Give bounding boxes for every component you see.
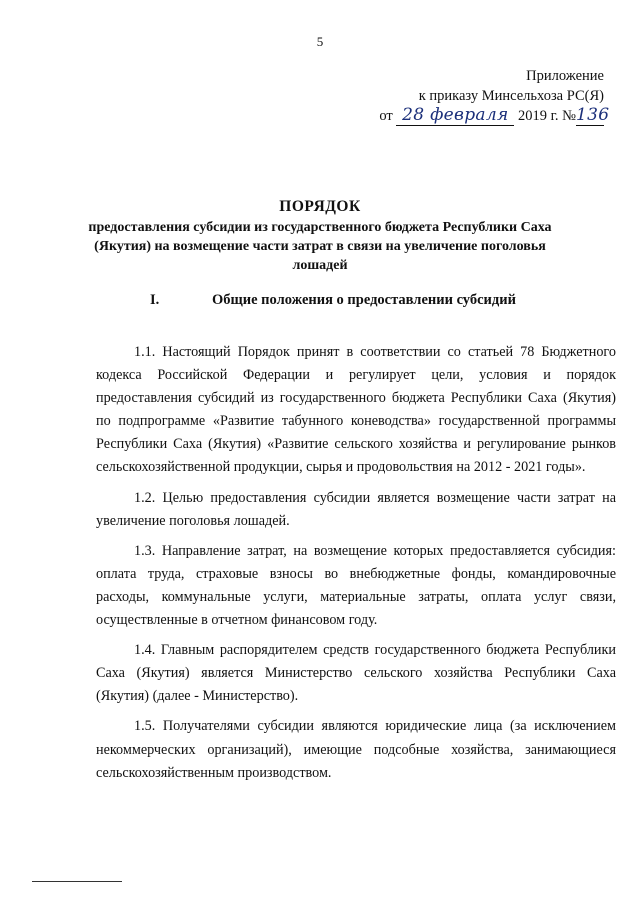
appendix-order-ref: к приказу Минсельхоза РС(Я) — [418, 88, 604, 104]
date-prefix: от — [379, 108, 393, 124]
paragraph: 1.1. Настоящий Порядок принят в соответствии со статьей 78 Бюджетного кодекса Российской Федерации и регулирует цели, условия и порядок предоставления субсидий из государственного бюджета Республики Саха (Якутия) по подпрограмме «Развитие табунного коневодства» государственной программы Республики Саха (Якутия) «Развитие сельского хозяйства и регулирование рынков сельскохозяйственной продукции, сырья и продовольствия на 2012 - 2021 годы». — [96, 344, 616, 476]
handwritten-date: 28 февраля — [402, 105, 509, 125]
handwritten-number: 136 — [576, 105, 610, 125]
footnote-divider — [32, 881, 122, 882]
document-subtitle: предоставления субсидии из государственного бюджета Республики Саха (Якутия) на возмещение части затрат в связи на увеличение поголовья лошадей — [88, 220, 552, 273]
section-title: Общие положения о предоставлении субсидий — [212, 292, 516, 308]
document-title: ПОРЯДОК — [279, 198, 361, 215]
date-blank — [396, 105, 514, 126]
page-number: 5 — [316, 34, 324, 49]
appendix-title: Приложение — [526, 68, 604, 84]
document-body — [96, 341, 616, 792]
paragraph: 1.4. Главным распорядителем средств государственного бюджета Республики Саха (Якутия) является Министерство сельского хозяйства Республики Саха (Якутия) (далее - Министерство). — [96, 642, 616, 705]
number-blank — [576, 105, 610, 126]
paragraph: 1.2. Целью предоставления субсидии является возмещение части затрат на увеличение поголовья лошадей. — [96, 489, 616, 529]
paragraph: 1.5. Получателями субсидии являются юридические лица (за исключением некоммерческих организаций), имеющие подсобные хозяйства, занимающиеся сельскохозяйственным производством. — [96, 718, 616, 781]
appendix-block — [379, 66, 610, 126]
paragraph: 1.3. Направление затрат, на возмещение которых предоставляется субсидия: оплата труда, страховые взносы во внебюджетные фонды, командировочные расходы, коммунальные услуги, материальные затраты, оплата услуг связи, осуществленные в отчетном финансовом году. — [96, 542, 616, 629]
section-number: I. — [150, 292, 160, 308]
appendix-date-line — [379, 105, 610, 126]
year-suffix: 2019 г. № — [517, 108, 576, 124]
